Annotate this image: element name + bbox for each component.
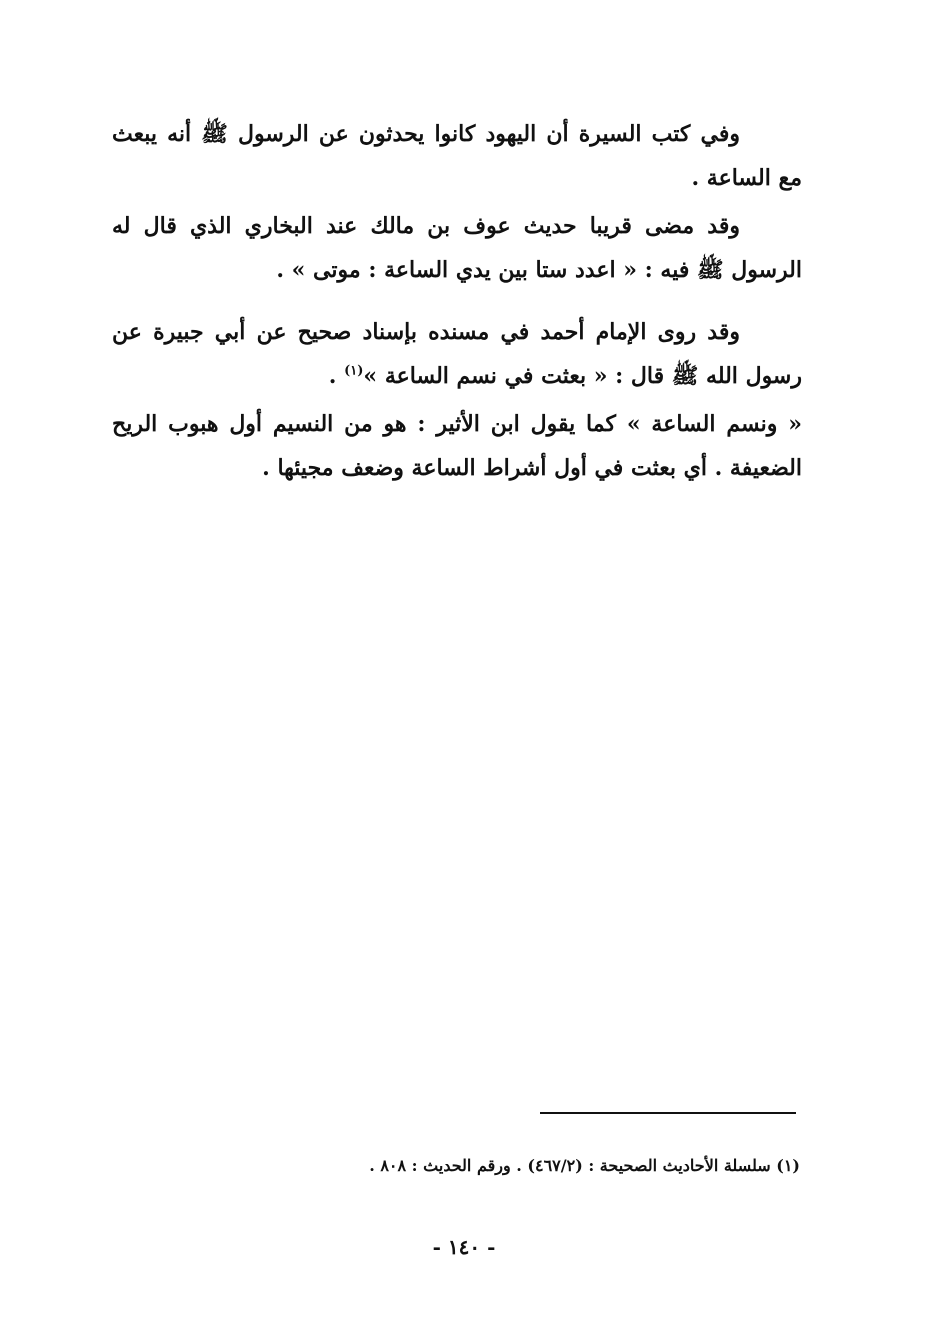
page-number: - ١٤٠ - [432, 1235, 496, 1259]
main-text-block [112, 112, 802, 490]
paragraph-3 [112, 310, 802, 398]
paragraph-1 [112, 112, 802, 200]
footnote [200, 1152, 800, 1180]
paragraph-2 [112, 204, 802, 292]
paragraph-3-tail: . [328, 363, 345, 389]
paragraph-4 [112, 402, 802, 490]
paragraph-4-text: « ونسم الساعة » كما يقول ابن الأثير : هو من النسيم أول هبوب الريح الضعيفة . أي بعثت في أول أشراط الساعة وضعف مجيئها . [112, 411, 802, 481]
footnote-divider [540, 1112, 796, 1114]
footnote-text: (١) سلسلة الأحاديث الصحيحة : (٤٦٧/٢) . ورقم الحديث : ٨٠٨ . [369, 1156, 800, 1175]
paragraph-2-text: وقد مضى قريبا حديث عوف بن مالك عند البخاري الذي قال له الرسول ﷺ فيه : « اعدد ستا بين يدي الساعة : موتى » . [112, 213, 802, 283]
paragraph-3-text: وقد روى الإمام أحمد في مسنده بإسناد صحيح عن أبي جبيرة عن رسول الله ﷺ قال : « بعثت في نسم الساعة » [112, 319, 802, 389]
footnote-reference: (١) [344, 363, 364, 379]
paragraph-1-text: وفي كتب السيرة أن اليهود كانوا يحدثون عن الرسول ﷺ أنه يبعث مع الساعة . [112, 121, 802, 191]
